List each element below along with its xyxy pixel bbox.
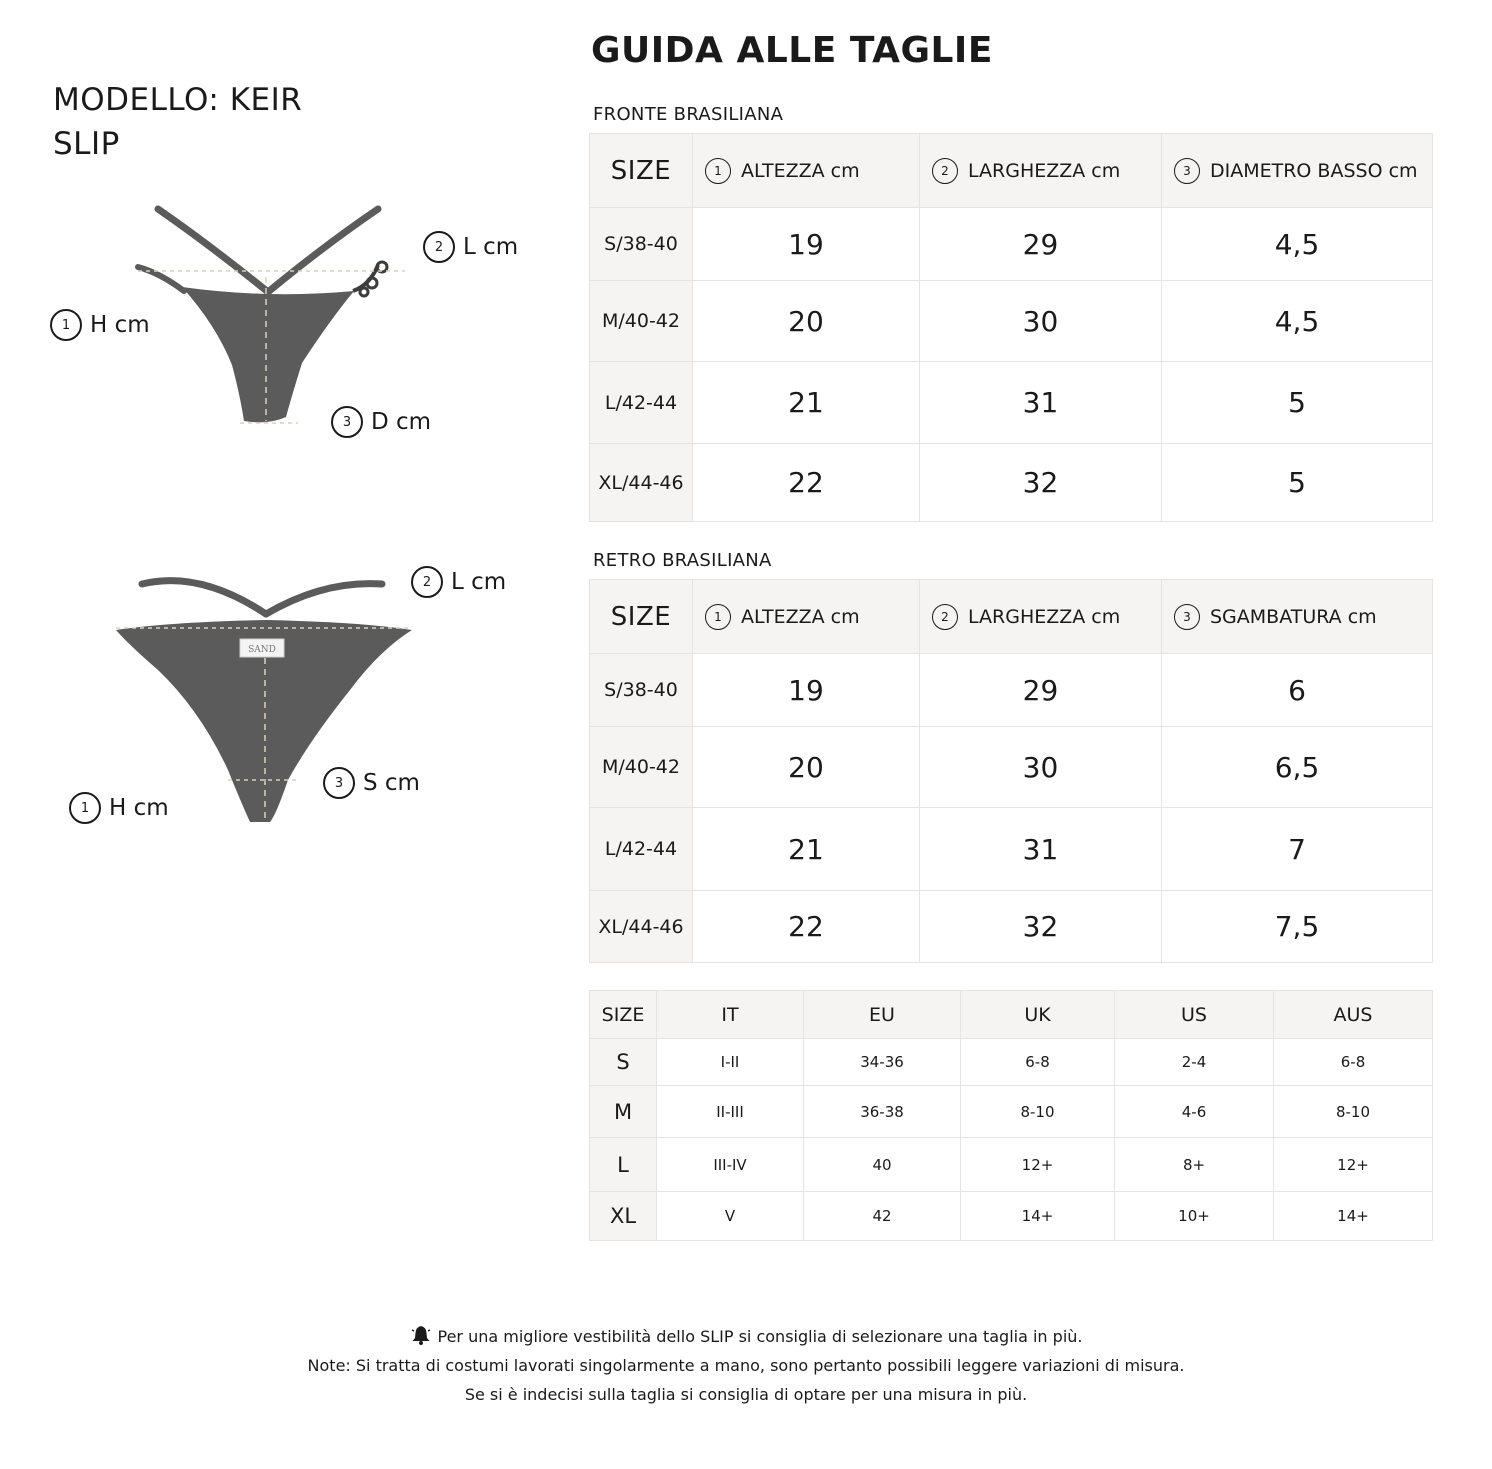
front-label-height: 1 H cm bbox=[50, 309, 150, 341]
width-header: 2 LARGHEZZA cm bbox=[920, 134, 1162, 208]
size-cell: M/40-42 bbox=[590, 727, 693, 808]
value-cell: 20 bbox=[693, 727, 920, 808]
table-row bbox=[590, 891, 1433, 963]
value-cell: 40 bbox=[804, 1138, 961, 1192]
value-cell: 19 bbox=[693, 654, 920, 727]
value-cell: 7,5 bbox=[1162, 891, 1433, 963]
size-cell: XL bbox=[590, 1192, 657, 1241]
value-cell: 29 bbox=[920, 654, 1162, 727]
value-cell: 20 bbox=[693, 281, 920, 362]
value-cell: 8-10 bbox=[1274, 1086, 1433, 1138]
back-size-table bbox=[589, 579, 1433, 963]
conv-header-size: SIZE bbox=[590, 991, 657, 1039]
front-label-width: 2 L cm bbox=[423, 231, 518, 263]
note-handmade: Note: Si tratta di costumi lavorati singolarmente a mano, sono pertanto possibili leggere variazioni di misura. bbox=[307, 1356, 1185, 1375]
size-conversion-table bbox=[589, 990, 1433, 1241]
value-cell: 30 bbox=[920, 281, 1162, 362]
front-garment-diagram bbox=[120, 195, 420, 435]
page-title: GUIDA ALLE TAGLIE bbox=[591, 30, 993, 71]
diameter-header: 3 DIAMETRO BASSO cm bbox=[1162, 134, 1433, 208]
table-header-row bbox=[590, 991, 1433, 1039]
back-label-width: 2 L cm bbox=[411, 566, 506, 598]
value-cell: 36-38 bbox=[804, 1086, 961, 1138]
notes bbox=[0, 1322, 1492, 1409]
model-title bbox=[53, 78, 302, 166]
value-cell: 6 bbox=[1162, 654, 1433, 727]
table-row bbox=[590, 1138, 1433, 1192]
conv-header-us: US bbox=[1115, 991, 1274, 1039]
model-type: SLIP bbox=[53, 126, 120, 162]
value-cell: 6-8 bbox=[961, 1039, 1115, 1086]
conv-header-aus: AUS bbox=[1274, 991, 1433, 1039]
value-cell: 8-10 bbox=[961, 1086, 1115, 1138]
table-header-row bbox=[590, 134, 1433, 208]
value-cell: 42 bbox=[804, 1192, 961, 1241]
value-cell: 32 bbox=[920, 444, 1162, 522]
brand-tag-label: SAND bbox=[248, 645, 276, 655]
width-header: 2 LARGHEZZA cm bbox=[920, 580, 1162, 654]
value-cell: 21 bbox=[693, 808, 920, 891]
value-cell: 6,5 bbox=[1162, 727, 1433, 808]
size-cell: S/38-40 bbox=[590, 654, 693, 727]
value-cell: 14+ bbox=[961, 1192, 1115, 1241]
table-row bbox=[590, 727, 1433, 808]
size-header: SIZE bbox=[590, 580, 693, 654]
value-cell: II-III bbox=[657, 1086, 804, 1138]
table-row bbox=[590, 1192, 1433, 1241]
size-cell: L/42-44 bbox=[590, 362, 693, 444]
back-label-leg: 3 S cm bbox=[323, 767, 420, 799]
size-cell: XL/44-46 bbox=[590, 891, 693, 963]
model-name: MODELLO: KEIR bbox=[53, 82, 303, 118]
value-cell: 5 bbox=[1162, 362, 1433, 444]
table-row bbox=[590, 444, 1433, 522]
value-cell: 31 bbox=[920, 362, 1162, 444]
value-cell: 8+ bbox=[1115, 1138, 1274, 1192]
value-cell: 5 bbox=[1162, 444, 1433, 522]
front-label-diameter: 3 D cm bbox=[331, 406, 431, 438]
value-cell: I-II bbox=[657, 1039, 804, 1086]
value-cell: 22 bbox=[693, 444, 920, 522]
value-cell: 22 bbox=[693, 891, 920, 963]
value-cell: 6-8 bbox=[1274, 1039, 1433, 1086]
value-cell: 29 bbox=[920, 208, 1162, 281]
size-cell: S/38-40 bbox=[590, 208, 693, 281]
table-row bbox=[590, 654, 1433, 727]
size-cell: M bbox=[590, 1086, 657, 1138]
front-size-table bbox=[589, 133, 1433, 522]
conv-header-it: IT bbox=[657, 991, 804, 1039]
value-cell: 2-4 bbox=[1115, 1039, 1274, 1086]
value-cell: 34-36 bbox=[804, 1039, 961, 1086]
size-cell: L bbox=[590, 1138, 657, 1192]
table-row bbox=[590, 808, 1433, 891]
value-cell: 32 bbox=[920, 891, 1162, 963]
back-table-label: RETRO BRASILIANA bbox=[593, 550, 772, 571]
value-cell: 7 bbox=[1162, 808, 1433, 891]
value-cell: 19 bbox=[693, 208, 920, 281]
value-cell: 10+ bbox=[1115, 1192, 1274, 1241]
front-table-label: FRONTE BRASILIANA bbox=[593, 104, 784, 125]
value-cell: V bbox=[657, 1192, 804, 1241]
value-cell: 12+ bbox=[1274, 1138, 1433, 1192]
size-cell: L/42-44 bbox=[590, 808, 693, 891]
value-cell: 4-6 bbox=[1115, 1086, 1274, 1138]
note-size-advice: Se si è indecisi sulla taglia si consiglia di optare per una misura in più. bbox=[464, 1385, 1028, 1404]
size-cell: S bbox=[590, 1039, 657, 1086]
height-header: 1 ALTEZZA cm bbox=[693, 134, 920, 208]
fit-tip: Per una migliore vestibilità dello SLIP si consiglia di selezionare una taglia in più. bbox=[0, 1322, 1492, 1351]
conv-header-eu: EU bbox=[804, 991, 961, 1039]
value-cell: 21 bbox=[693, 362, 920, 444]
table-row bbox=[590, 281, 1433, 362]
value-cell: 30 bbox=[920, 727, 1162, 808]
leg-cut-header: 3 SGAMBATURA cm bbox=[1162, 580, 1433, 654]
value-cell: 31 bbox=[920, 808, 1162, 891]
conv-header-uk: UK bbox=[961, 991, 1115, 1039]
value-cell: 12+ bbox=[961, 1138, 1115, 1192]
table-row bbox=[590, 208, 1433, 281]
value-cell: 14+ bbox=[1274, 1192, 1433, 1241]
table-header-row bbox=[590, 580, 1433, 654]
table-row bbox=[590, 1086, 1433, 1138]
value-cell: III-IV bbox=[657, 1138, 804, 1192]
value-cell: 4,5 bbox=[1162, 208, 1433, 281]
bell-icon bbox=[410, 1324, 432, 1346]
height-header: 1 ALTEZZA cm bbox=[693, 580, 920, 654]
table-row bbox=[590, 1039, 1433, 1086]
value-cell: 4,5 bbox=[1162, 281, 1433, 362]
size-header: SIZE bbox=[590, 134, 693, 208]
back-label-height: 1 H cm bbox=[69, 792, 169, 824]
size-cell: XL/44-46 bbox=[590, 444, 693, 522]
table-row bbox=[590, 362, 1433, 444]
size-cell: M/40-42 bbox=[590, 281, 693, 362]
